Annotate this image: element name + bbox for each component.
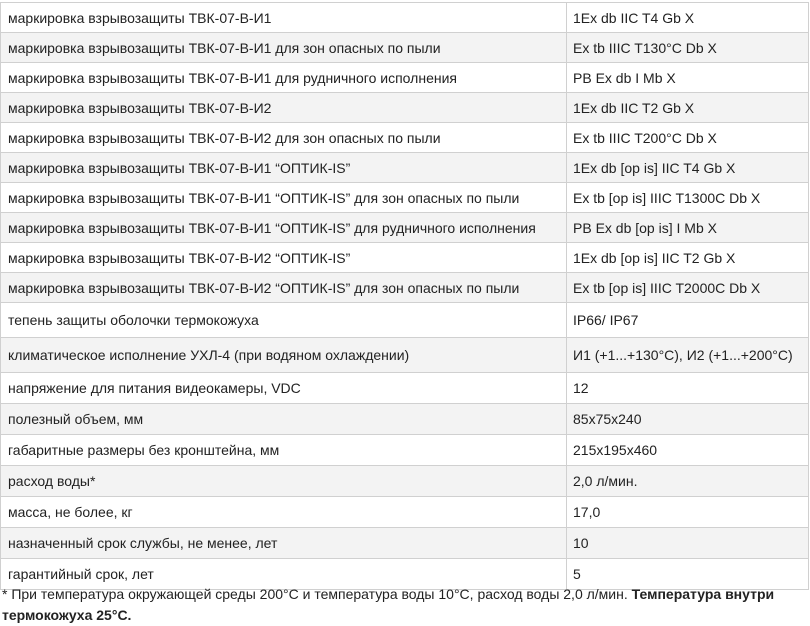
table-row	[1, 338, 809, 373]
table-row	[1, 404, 809, 435]
value-cell: Ex tb [op is] IIIC T2000C Db X	[567, 273, 809, 303]
spec-table	[0, 2, 809, 590]
table-row	[1, 213, 809, 243]
value-cell: 2,0 л/мин.	[567, 466, 809, 497]
table-row	[1, 33, 809, 63]
value-cell: 1Ex db [op is] IIC T2 Gb X	[567, 243, 809, 273]
param-cell: тепень защиты оболочки термокожуха	[1, 303, 567, 338]
param-cell: маркировка взрывозащиты ТВК-07-В-И1 “ОПТИК-IS” для рудничного исполнения	[1, 213, 567, 243]
table-row	[1, 497, 809, 528]
param-cell: назначенный срок службы, не менее, лет	[1, 528, 567, 559]
table-row	[1, 123, 809, 153]
value-cell: 85x75x240	[567, 404, 809, 435]
value-cell: Ex tb [op is] IIIC T1300C Db X	[567, 183, 809, 213]
param-cell: расход воды*	[1, 466, 567, 497]
footnote-bold-text: Температура внутри термокожуха 25°C.	[2, 586, 775, 623]
table-row	[1, 303, 809, 338]
param-cell: климатическое исполнение УХЛ-4 (при водяном охлаждении)	[1, 338, 567, 373]
param-cell: маркировка взрывозащиты ТВК-07-В-И2 для зон опасных по пыли	[1, 123, 567, 153]
table-row	[1, 435, 809, 466]
param-cell: маркировка взрывозащиты ТВК-07-В-И1	[1, 3, 567, 33]
value-cell: IP66/ IP67	[567, 303, 809, 338]
param-cell: полезный объем, мм	[1, 404, 567, 435]
param-cell: габаритные размеры без кронштейна, мм	[1, 435, 567, 466]
param-cell: гарантийный срок, лет	[1, 559, 567, 590]
footnote	[2, 584, 806, 626]
spec-table-body	[1, 3, 809, 590]
table-row	[1, 183, 809, 213]
value-cell: И1 (+1...+130°C), И2 (+1...+200°C)	[567, 338, 809, 373]
table-row	[1, 273, 809, 303]
value-cell: 1Ex db IIC T2 Gb X	[567, 93, 809, 123]
param-cell: маркировка взрывозащиты ТВК-07-В-И2 “ОПТИК-IS” для зон опасных по пыли	[1, 273, 567, 303]
value-cell: PB Ex db [op is] I Mb X	[567, 213, 809, 243]
value-cell: 1Ex db [op is] IIC T4 Gb X	[567, 153, 809, 183]
table-row	[1, 466, 809, 497]
value-cell: 12	[567, 373, 809, 404]
param-cell: маркировка взрывозащиты ТВК-07-В-И1 для рудничного исполнения	[1, 63, 567, 93]
footnote-text: * При температура окружающей среды 200°C и температура воды 10°C, расход воды 2,0 л/мин.	[2, 586, 632, 602]
param-cell: напряжение для питания видеокамеры, VDC	[1, 373, 567, 404]
value-cell: 10	[567, 528, 809, 559]
value-cell: 1Ex db IIC T4 Gb X	[567, 3, 809, 33]
value-cell: Ex tb IIIC T200°C Db X	[567, 123, 809, 153]
value-cell: 17,0	[567, 497, 809, 528]
value-cell: 5	[567, 559, 809, 590]
table-row	[1, 373, 809, 404]
value-cell: 215x195x460	[567, 435, 809, 466]
param-cell: маркировка взрывозащиты ТВК-07-В-И1 для зон опасных по пыли	[1, 33, 567, 63]
param-cell: масса, не более, кг	[1, 497, 567, 528]
param-cell: маркировка взрывозащиты ТВК-07-В-И2 “ОПТИК-IS”	[1, 243, 567, 273]
table-row	[1, 528, 809, 559]
table-row	[1, 153, 809, 183]
param-cell: маркировка взрывозащиты ТВК-07-В-И2	[1, 93, 567, 123]
value-cell: Ex tb IIIC T130°C Db X	[567, 33, 809, 63]
table-row	[1, 3, 809, 33]
table-row	[1, 93, 809, 123]
table-row	[1, 243, 809, 273]
table-row	[1, 63, 809, 93]
param-cell: маркировка взрывозащиты ТВК-07-В-И1 “ОПТИК-IS”	[1, 153, 567, 183]
value-cell: PB Ex db I Mb X	[567, 63, 809, 93]
param-cell: маркировка взрывозащиты ТВК-07-В-И1 “ОПТИК-IS” для зон опасных по пыли	[1, 183, 567, 213]
